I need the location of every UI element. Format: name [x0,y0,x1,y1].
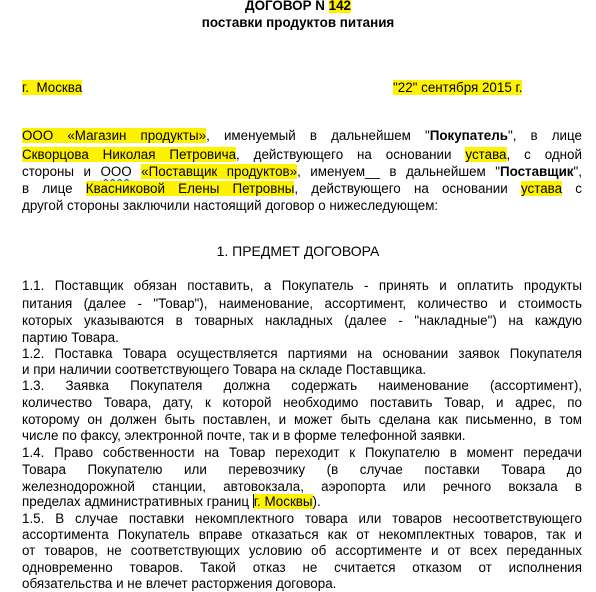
clause-1-3-line: числе по факсу, электронной почте, так и в форме телефонной заявки. [22,428,466,443]
clause-1-1-line: партию Товара. [22,330,119,345]
clause-1-5-line: одновременно товаров. Такой отказ не считается отказом от исполнения [22,560,582,575]
clause-1-4-line: Товара Покупателю или перевозчику (в случае поставки Товара до [22,462,582,477]
city-line: г. Москва [22,80,83,95]
clause-1-4-line: железнодорожной станции, автовокзала, аэропорта или речного вокзала в [22,479,582,494]
clause-1-5-line: обязательства и не влечет расторжения договора. [22,576,337,591]
city-highlight: г. Москвы [253,494,313,509]
preamble-line-1: ООО «Магазин продукты», именуемый в дальнейшем "Покупатель", в лице [22,128,582,143]
supplier-representative: Квасниковой Елены Петровны [85,181,295,196]
clause-1-5-line: от товаров, не соответствующих условию об ассортименте и от всех переданных [22,543,582,558]
preamble-line-4: в лице Квасниковой Елены Петровны, действующего на основании устава с [22,181,582,196]
buyer-representative: Скворцова Николая Петровича [22,147,237,162]
supplier-role: Поставщик [499,164,574,179]
clause-1-5-line: ассортимента Покупатель вправе отказаться как от некомплектных товаров, так и [22,527,582,542]
clause-1-1-line: питания (далее - "Товар"), наименование, ассортимент, количество и стоимость [22,296,582,311]
buyer-company: ООО «Магазин продукты» [22,128,207,143]
preamble-line-5: другой стороны заключили настоящий договор о нижеследующем: [22,198,439,213]
contract-number: 142 [328,0,351,13]
contract-subtitle: поставки продуктов питания [201,15,395,30]
clause-1-5-line: 1.5. В случае поставки некомплектного товара или товаров несоответствующего [22,511,582,526]
clause-1-2-line: 1.2. Поставка Товара осуществляется партиями на основании заявок Покупателя [22,346,582,361]
contract-title: ДОГОВОР N 142 [245,0,351,13]
clause-1-3-line: количество Товара, дату, к которой необходимо поставить Товар, и адрес, по [22,395,582,410]
clause-1-2-line: и при наличии соответствующего Товара на складе Поставщика. [22,362,427,377]
clause-1-4-line: 1.4. Право собственности на Товар переходит к Покупателю в момент передачи [22,445,582,460]
clause-1-3-line: которому он должен быть поставлен, и может быть сделана как письменно, в том [22,412,582,427]
clause-1-3-line: 1.3. Заявка Покупателя должна содержать наименование (ассортимент), [22,378,582,393]
city: Москва [36,80,83,95]
preamble-line-3: стороны и ООО «Поставщик продуктов», именуем__ в дальнейшем "Поставщик", [22,164,582,179]
contract-date: "22" сентября 2015 г. [393,80,523,95]
buyer-role: Покупатель [429,128,508,143]
clause-1-1-line: которых указываются в товарных накладных (далее - "накладные") на каждую [22,313,582,328]
clause-1-4-line: пределах административных границ г. Москвы). [22,494,321,509]
supplier-company: «Поставщик продуктов» [141,164,298,179]
preamble-line-2: Скворцова Николая Петровича, действующего на основании устава, с одной [22,147,582,162]
section-heading: 1. ПРЕДМЕТ ДОГОВОРА [216,243,380,259]
clause-1-1-line: 1.1. Поставщик обязан поставить, а Покупатель - принять и оплатить продукты [22,278,582,293]
